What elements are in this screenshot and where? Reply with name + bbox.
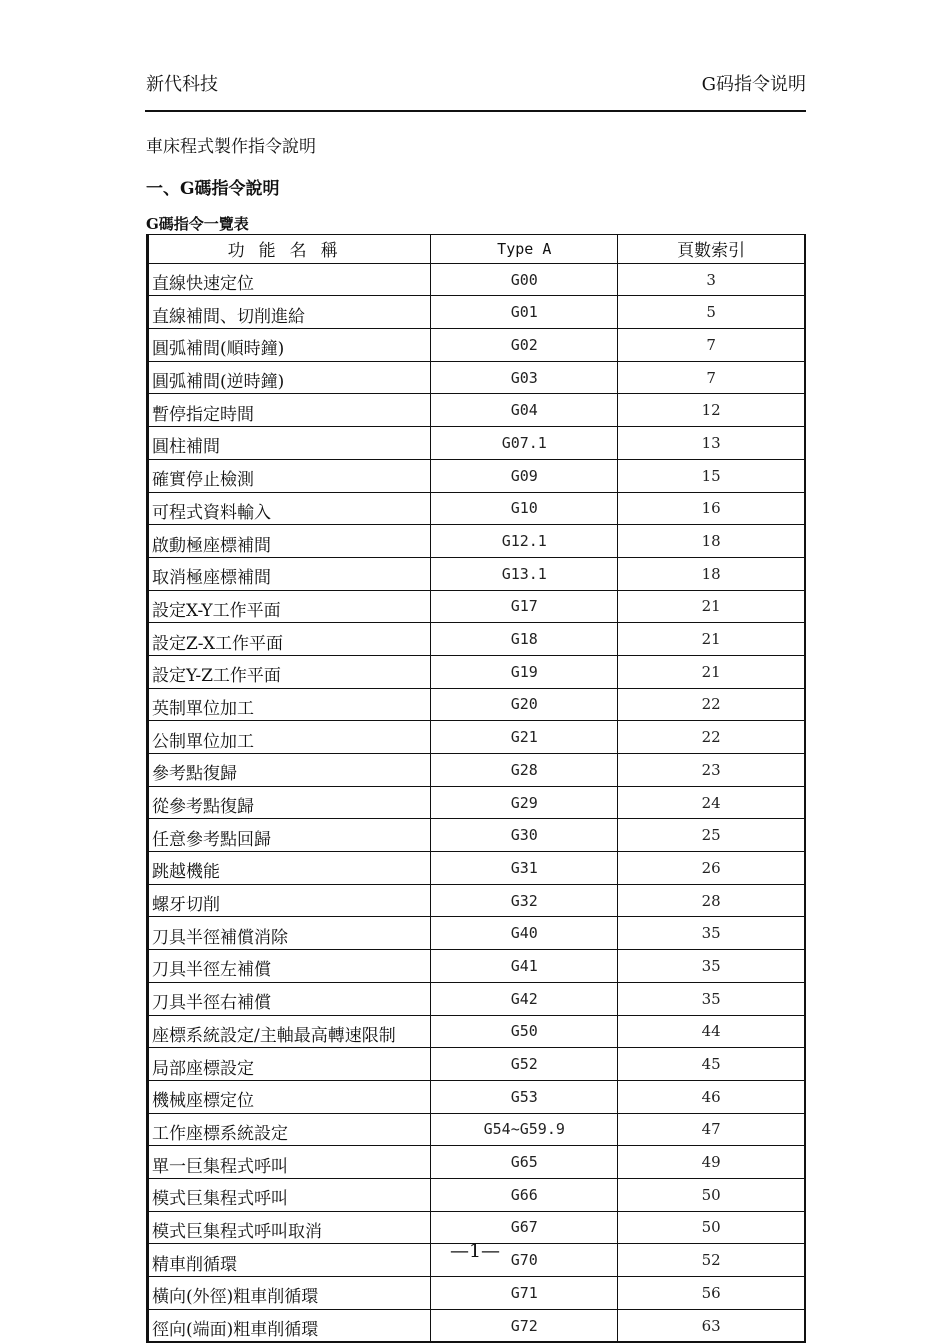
page-index-cell: 24 bbox=[618, 786, 805, 819]
header-document-title: G码指令说明 bbox=[701, 74, 806, 95]
document-title: 車床程式製作指令說明 bbox=[146, 137, 316, 157]
gcode-cell: G66 bbox=[431, 1178, 618, 1211]
table-row bbox=[148, 852, 806, 885]
page-index-cell: 18 bbox=[618, 557, 805, 590]
page-index-cell: 12 bbox=[618, 394, 805, 427]
gcode-cell: G32 bbox=[431, 884, 618, 917]
gcode-cell: G12.1 bbox=[431, 525, 618, 558]
table-row bbox=[148, 557, 806, 590]
table-row bbox=[148, 754, 806, 787]
page-index-cell: 5 bbox=[618, 296, 805, 329]
table-header-row bbox=[148, 235, 806, 264]
table-row bbox=[148, 688, 806, 721]
page-index-cell: 18 bbox=[618, 525, 805, 558]
gcode-cell: G29 bbox=[431, 786, 618, 819]
page-index-cell: 21 bbox=[618, 623, 805, 656]
function-name-cell: 刀具半徑左補償 bbox=[148, 950, 431, 983]
gcode-cell: G20 bbox=[431, 688, 618, 721]
gcode-cell: G10 bbox=[431, 492, 618, 525]
page-index-cell: 44 bbox=[618, 1015, 805, 1048]
header-divider bbox=[145, 110, 806, 112]
page-index-cell: 21 bbox=[618, 590, 805, 623]
page-index-cell: 22 bbox=[618, 721, 805, 754]
section-heading: 一、G碼指令說明 bbox=[146, 179, 280, 199]
gcode-cell: G02 bbox=[431, 329, 618, 362]
function-name-cell: 確實停止檢測 bbox=[148, 459, 431, 492]
table-row bbox=[148, 786, 806, 819]
table-row bbox=[148, 492, 806, 525]
function-name-cell: 圓弧補間(逆時鐘) bbox=[148, 361, 431, 394]
gcode-cell: G53 bbox=[431, 1080, 618, 1113]
page-index-cell: 7 bbox=[618, 329, 805, 362]
table-row bbox=[148, 590, 806, 623]
gcode-cell: G54~G59.9 bbox=[431, 1113, 618, 1146]
function-name-cell: 啟動極座標補間 bbox=[148, 525, 431, 558]
function-name-cell: 局部座標設定 bbox=[148, 1048, 431, 1081]
gcode-cell: G52 bbox=[431, 1048, 618, 1081]
table-row bbox=[148, 296, 806, 329]
page-index-cell: 16 bbox=[618, 492, 805, 525]
gcode-cell: G67 bbox=[431, 1211, 618, 1244]
gcode-cell: G01 bbox=[431, 296, 618, 329]
table-row bbox=[148, 884, 806, 917]
table-row bbox=[148, 950, 806, 983]
gcode-cell: G18 bbox=[431, 623, 618, 656]
function-name-cell: 英制單位加工 bbox=[148, 688, 431, 721]
page-index-cell: 25 bbox=[618, 819, 805, 852]
table-row bbox=[148, 1211, 806, 1244]
gcode-cell: G04 bbox=[431, 394, 618, 427]
function-name-cell: 從參考點復歸 bbox=[148, 786, 431, 819]
gcode-cell: G00 bbox=[431, 263, 618, 296]
gcode-cell: G70 bbox=[431, 1244, 618, 1277]
table-row bbox=[148, 819, 806, 852]
table-body bbox=[148, 263, 806, 1342]
gcode-cell: G17 bbox=[431, 590, 618, 623]
function-name-cell: 座標系統設定/主軸最高轉速限制 bbox=[148, 1015, 431, 1048]
table-row bbox=[148, 1309, 806, 1342]
header-company: 新代科技 bbox=[146, 74, 218, 95]
function-name-cell: 刀具半徑右補償 bbox=[148, 982, 431, 1015]
table-row bbox=[148, 917, 806, 950]
function-name-cell: 暫停指定時間 bbox=[148, 394, 431, 427]
table-row bbox=[148, 1080, 806, 1113]
gcode-cell: G21 bbox=[431, 721, 618, 754]
header-function-name: 功能名稱 bbox=[148, 235, 431, 264]
gcode-cell: G09 bbox=[431, 459, 618, 492]
gcode-cell: G50 bbox=[431, 1015, 618, 1048]
function-name-cell: 圓弧補間(順時鐘) bbox=[148, 329, 431, 362]
function-name-cell: 徑向(端面)粗車削循環 bbox=[148, 1309, 431, 1342]
page-index-cell: 45 bbox=[618, 1048, 805, 1081]
table-row bbox=[148, 525, 806, 558]
function-name-cell: 跳越機能 bbox=[148, 852, 431, 885]
page-index-cell: 52 bbox=[618, 1244, 805, 1277]
function-name-cell: 模式巨集程式呼叫 bbox=[148, 1178, 431, 1211]
page-index-cell: 63 bbox=[618, 1309, 805, 1342]
page-index-cell: 50 bbox=[618, 1178, 805, 1211]
table-caption: G碼指令一覽表 bbox=[146, 215, 249, 233]
gcode-cell: G40 bbox=[431, 917, 618, 950]
page-index-cell: 26 bbox=[618, 852, 805, 885]
function-name-cell: 直線補間、切削進給 bbox=[148, 296, 431, 329]
page-index-cell: 7 bbox=[618, 361, 805, 394]
page-number: —1— bbox=[449, 1240, 501, 1262]
table-row bbox=[148, 394, 806, 427]
page-index-cell: 50 bbox=[618, 1211, 805, 1244]
page-index-cell: 3 bbox=[618, 263, 805, 296]
table-row bbox=[148, 1178, 806, 1211]
page-index-cell: 49 bbox=[618, 1146, 805, 1179]
page-index-cell: 35 bbox=[618, 917, 805, 950]
function-name-cell: 公制單位加工 bbox=[148, 721, 431, 754]
page-index-cell: 35 bbox=[618, 982, 805, 1015]
gcode-cell: G28 bbox=[431, 754, 618, 787]
table-row bbox=[148, 459, 806, 492]
function-name-cell: 取消極座標補間 bbox=[148, 557, 431, 590]
gcode-cell: G71 bbox=[431, 1277, 618, 1310]
page-index-cell: 13 bbox=[618, 427, 805, 460]
gcode-cell: G31 bbox=[431, 852, 618, 885]
gcode-cell: G13.1 bbox=[431, 557, 618, 590]
function-name-cell: 參考點復歸 bbox=[148, 754, 431, 787]
function-name-cell: 機械座標定位 bbox=[148, 1080, 431, 1113]
table-row bbox=[148, 329, 806, 362]
table-row bbox=[148, 1113, 806, 1146]
gcode-cell: G07.1 bbox=[431, 427, 618, 460]
function-name-cell: 刀具半徑補償消除 bbox=[148, 917, 431, 950]
table-row bbox=[148, 263, 806, 296]
table-row bbox=[148, 623, 806, 656]
page-index-cell: 46 bbox=[618, 1080, 805, 1113]
page-index-cell: 21 bbox=[618, 655, 805, 688]
gcode-cell: G72 bbox=[431, 1309, 618, 1342]
page-index-cell: 47 bbox=[618, 1113, 805, 1146]
gcode-cell: G03 bbox=[431, 361, 618, 394]
gcode-table bbox=[146, 234, 806, 1343]
page-index-cell: 15 bbox=[618, 459, 805, 492]
gcode-cell: G65 bbox=[431, 1146, 618, 1179]
page-index-cell: 22 bbox=[618, 688, 805, 721]
gcode-cell: G42 bbox=[431, 982, 618, 1015]
header-page-index: 頁數索引 bbox=[618, 235, 805, 264]
function-name-cell: 精車削循環 bbox=[148, 1244, 431, 1277]
function-name-cell: 螺牙切削 bbox=[148, 884, 431, 917]
page-index-cell: 35 bbox=[618, 950, 805, 983]
table-row bbox=[148, 721, 806, 754]
table-row bbox=[148, 655, 806, 688]
function-name-cell: 直線快速定位 bbox=[148, 263, 431, 296]
function-name-cell: 單一巨集程式呼叫 bbox=[148, 1146, 431, 1179]
gcode-cell: G30 bbox=[431, 819, 618, 852]
function-name-cell: 工作座標系統設定 bbox=[148, 1113, 431, 1146]
function-name-cell: 設定Z-X工作平面 bbox=[148, 623, 431, 656]
function-name-cell: 設定X-Y工作平面 bbox=[148, 590, 431, 623]
table-row bbox=[148, 982, 806, 1015]
function-name-cell: 設定Y-Z工作平面 bbox=[148, 655, 431, 688]
gcode-cell: G19 bbox=[431, 655, 618, 688]
function-name-cell: 橫向(外徑)粗車削循環 bbox=[148, 1277, 431, 1310]
function-name-cell: 任意參考點回歸 bbox=[148, 819, 431, 852]
function-name-cell: 模式巨集程式呼叫取消 bbox=[148, 1211, 431, 1244]
table-row bbox=[148, 1146, 806, 1179]
gcode-cell: G41 bbox=[431, 950, 618, 983]
table-row bbox=[148, 361, 806, 394]
page-index-cell: 56 bbox=[618, 1277, 805, 1310]
header-type-a: Type A bbox=[431, 235, 618, 264]
table-row bbox=[148, 1048, 806, 1081]
page-index-cell: 23 bbox=[618, 754, 805, 787]
page-index-cell: 28 bbox=[618, 884, 805, 917]
function-name-cell: 圓柱補間 bbox=[148, 427, 431, 460]
function-name-cell: 可程式資料輸入 bbox=[148, 492, 431, 525]
table-row bbox=[148, 1015, 806, 1048]
table-row bbox=[148, 1277, 806, 1310]
table-row bbox=[148, 427, 806, 460]
